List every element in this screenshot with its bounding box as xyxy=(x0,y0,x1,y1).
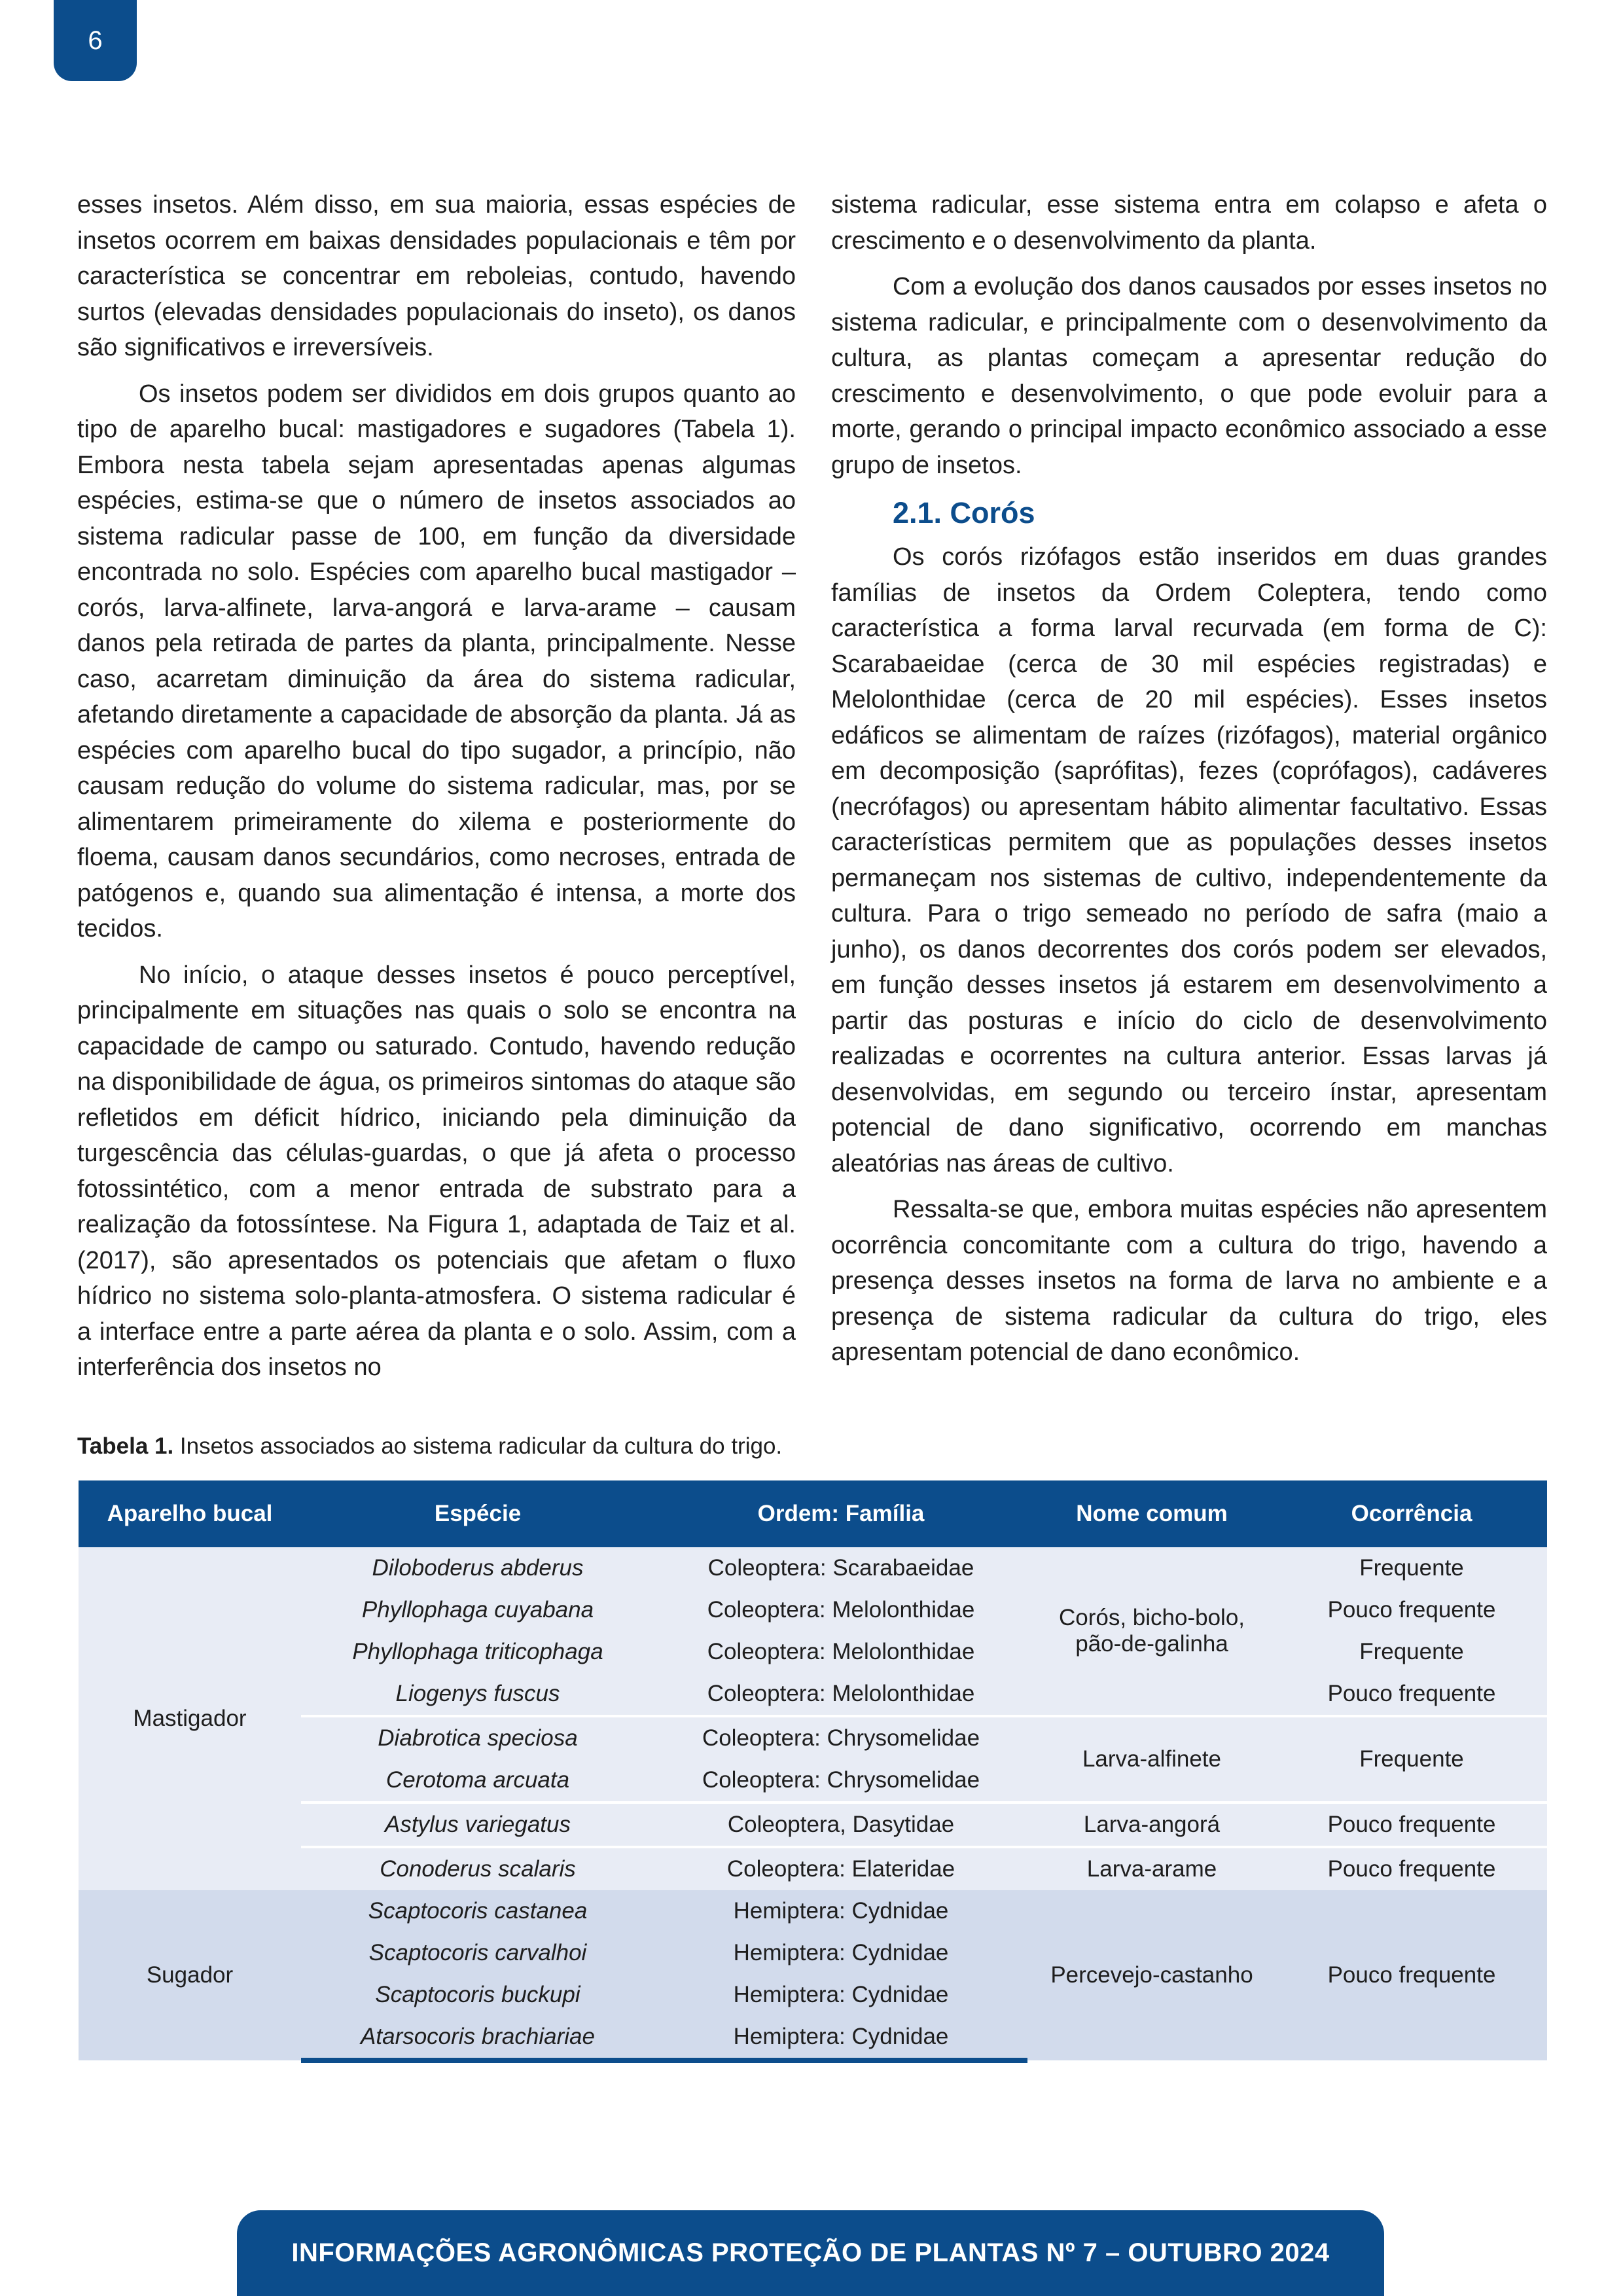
header-especie: Espécie xyxy=(301,1480,654,1547)
table-header-row xyxy=(79,1480,1547,1547)
order-cell: Hemiptera: Cydnidae xyxy=(654,1932,1027,1974)
paragraph: Ressalta-se que, embora muitas espécies não apresentem ocorrência concomitante com a cultura do trigo, havendo a presença desses insetos na forma de larva no ambiente e a presença de sistema radicular da cultura do trigo, eles apresentam potencial de dano econômico. xyxy=(831,1196,1547,1366)
paragraph: Os corós rizófagos estão inseridos em duas grandes famílias de insetos da Ordem Coleptera, tendo como característica a forma larval recurvada (em forma de C): Scarabaeidae (cerca de 30 mil espécies registradas) e Melolonthidae (cerca de 20 mil espécies). Esses insetos edáficos se alimentam de raízes (rizófagos), material orgânico em decomposição (saprófitas), fezes (coprófagos), cadáveres (necrófagos) ou apresentam hábito alimentar facultativo. Essas características permitem que as populações desses insetos permaneçam nos sistemas de cultivo, independentemente da cultura. Para o trigo semeado no período de safra (maio a junho), os danos decorrentes dos corós podem ser elevados, em função desses insetos já estarem em desenvolvimento a partir das posturas e início do ciclo de desenvolvimento realizadas e ocorrentes na cultura anterior. Essas larvas já desenvolvidas, em segundo ou terceiro ínstar, apresentam potencial de dano significativo, ocorrendo em manchas aleatórias nas áreas de cultivo. xyxy=(831,543,1547,1177)
occurrence-cell: Frequente xyxy=(1276,1631,1547,1673)
table-caption-text: Insetos associados ao sistema radicular da cultura do trigo. xyxy=(173,1433,783,1459)
header-nome: Nome comum xyxy=(1027,1480,1276,1547)
order-cell: Coleoptera: Melolonthidae xyxy=(654,1589,1027,1631)
table-caption xyxy=(77,1433,782,1460)
paragraph: esses insetos. Além disso, em sua maioria, essas espécies de insetos ocorrem em baixas densidades populacionais e têm por característica se concentrar em reboleias, contudo, havendo surtos (elevadas densidades populacionais do inseto), os danos são significativos e irreversíveis. xyxy=(77,191,796,361)
species-cell: Liogenys fuscus xyxy=(301,1673,654,1716)
species-cell: Scaptocoris carvalhoi xyxy=(301,1932,654,1974)
occurrence-cell: Frequente xyxy=(1276,1547,1547,1589)
common-name-sugador: Percevejo-castanho xyxy=(1027,1890,1276,2060)
species-cell: Conoderus scalaris xyxy=(301,1847,654,1890)
species-cell: Diloboderus abderus xyxy=(301,1547,654,1589)
occurrence-alfinete: Frequente xyxy=(1276,1716,1547,1803)
right-column xyxy=(831,187,1547,1381)
page-number: 6 xyxy=(88,26,103,55)
species-cell: Scaptocoris buckupi xyxy=(301,1974,654,2016)
common-name-coros: Corós, bicho-bolo, pão-de-galinha xyxy=(1027,1547,1276,1716)
occurrence-sugador: Pouco frequente xyxy=(1276,1890,1547,2060)
species-cell: Phyllophaga triticophaga xyxy=(301,1631,654,1673)
group-mastigador: Mastigador xyxy=(79,1547,301,1890)
common-name-cell: Larva-angorá xyxy=(1027,1803,1276,1847)
paragraph: No início, o ataque desses insetos é pouco perceptível, principalmente em situações nas quais o solo se encontra na capacidade de campo ou saturado. Contudo, havendo redução na disponibilidade de água, os primeiros sintomas do ataque são refletidos em déficit hídrico, iniciando pela diminuição da turgescência das células-guardas, o que já afeta o processo fotossintético, com a menor entrada de substrato para a realização da fotossíntese. Na Figura 1, adaptada de Taiz et al. (2017), são apresentados os potenciais que afetam o fluxo hídrico no sistema solo-planta-atmosfera. O sistema radicular é a interface entre a parte aérea da planta e o solo. Assim, com a interferência dos insetos no xyxy=(77,961,796,1381)
order-cell: Coleoptera: Chrysomelidae xyxy=(654,1759,1027,1803)
order-cell: Coleoptera: Elateridae xyxy=(654,1847,1027,1890)
order-cell: Coleoptera: Chrysomelidae xyxy=(654,1716,1027,1759)
footer-banner xyxy=(237,2210,1384,2296)
species-cell: Astylus variegatus xyxy=(301,1803,654,1847)
order-cell: Coleoptera: Melolonthidae xyxy=(654,1673,1027,1716)
table-row xyxy=(79,1547,1547,1589)
table-row xyxy=(79,1890,1547,1932)
order-cell: Hemiptera: Cydnidae xyxy=(654,1974,1027,2016)
occurrence-cell: Pouco frequente xyxy=(1276,1803,1547,1847)
species-cell: Diabrotica speciosa xyxy=(301,1716,654,1759)
occurrence-cell: Pouco frequente xyxy=(1276,1589,1547,1631)
table-caption-label: Tabela 1. xyxy=(77,1433,174,1459)
order-cell: Hemiptera: Cydnidae xyxy=(654,1890,1027,1932)
section-heading: 2.1. Corós xyxy=(893,496,1035,529)
order-cell: Hemiptera: Cydnidae xyxy=(654,2016,1027,2060)
left-column xyxy=(77,187,796,1396)
order-cell: Coleoptera, Dasytidae xyxy=(654,1803,1027,1847)
footer-text: INFORMAÇÕES AGRONÔMICAS PROTEÇÃO DE PLANTAS Nº 7 – OUTUBRO 2024 xyxy=(291,2238,1330,2267)
species-cell: Atarsocoris brachiariae xyxy=(301,2016,654,2060)
paragraph: Com a evolução dos danos causados por esses insetos no sistema radicular, e principalmente com o desenvolvimento da cultura, as plantas começam a apresentar redução do crescimento e desenvolvimento, o que pode evoluir para a morte, gerando o principal impacto econômico associado a esse grupo de insetos. xyxy=(831,273,1547,479)
paragraph: Os insetos podem ser divididos em dois grupos quanto ao tipo de aparelho bucal: mastigadores e sugadores (Tabela 1). Embora nesta tabela sejam apresentadas apenas algumas espécies, estima-se que o número de insetos associados ao sistema radicular passe de 100, em função da diversidade encontrada no solo. Espécies com aparelho bucal mastigador – corós, larva-alfinete, larva-angorá e larva-arame – causam danos pela retirada de partes da planta, principalmente. Nesse caso, acarretam diminuição da área do sistema radicular, afetando diretamente a capacidade de absorção da planta. Já as espécies com aparelho bucal do tipo sugador, a princípio, não causam redução do volume do sistema radicular, mas, por se alimentarem primeiramente do xilema e posteriormente do floema, causam danos secundários, como necroses, entrada de patógenos e, quando sua alimentação é intensa, a morte dos tecidos. xyxy=(77,380,796,942)
order-cell: Coleoptera: Scarabaeidae xyxy=(654,1547,1027,1589)
header-ocorrencia: Ocorrência xyxy=(1276,1480,1547,1547)
header-ordem: Ordem: Família xyxy=(654,1480,1027,1547)
species-cell: Scaptocoris castanea xyxy=(301,1890,654,1932)
page-number-tab xyxy=(54,0,137,81)
order-cell: Coleoptera: Melolonthidae xyxy=(654,1631,1027,1673)
paragraph: sistema radicular, esse sistema entra em colapso e afeta o crescimento e o desenvolvimento da planta. xyxy=(831,191,1547,255)
occurrence-cell: Pouco frequente xyxy=(1276,1847,1547,1890)
occurrence-cell: Pouco frequente xyxy=(1276,1673,1547,1716)
insects-table xyxy=(79,1480,1547,2063)
common-name-cell: Larva-arame xyxy=(1027,1847,1276,1890)
species-cell: Phyllophaga cuyabana xyxy=(301,1589,654,1631)
header-aparelho: Aparelho bucal xyxy=(79,1480,301,1547)
common-name-alfinete: Larva-alfinete xyxy=(1027,1716,1276,1803)
species-cell: Cerotoma arcuata xyxy=(301,1759,654,1803)
group-sugador: Sugador xyxy=(79,1890,301,2060)
